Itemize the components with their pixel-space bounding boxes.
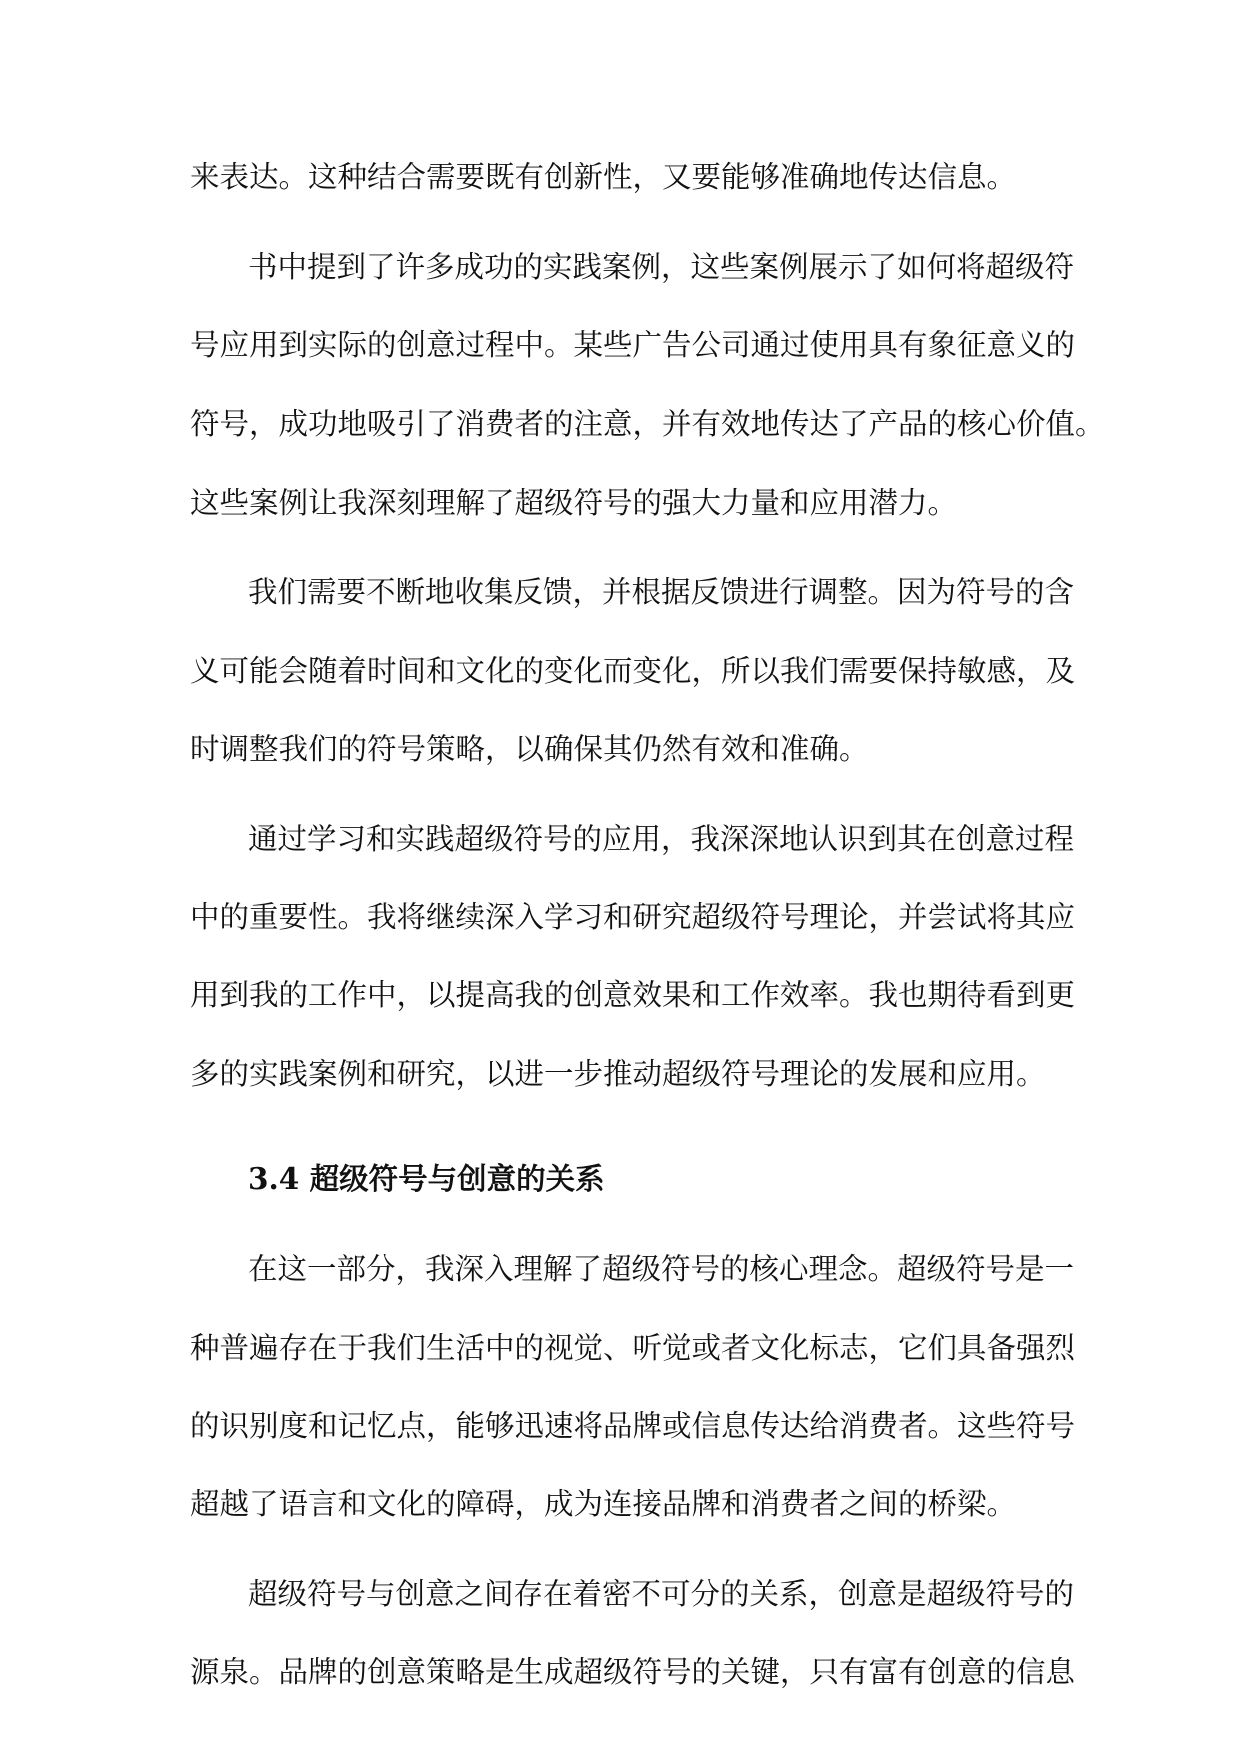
paragraph-line: 这些案例让我深刻理解了超级符号的强大力量和应用潜力。: [190, 486, 958, 520]
paragraph-line: 中的重要性。我将继续深入学习和研究超级符号理论，并尝试将其应: [190, 900, 1076, 934]
paragraph-line: 的识别度和记忆点，能够迅速将品牌或信息传达给消费者。这些符号: [190, 1409, 1076, 1443]
paragraph-line: 超级符号与创意之间存在着密不可分的关系，创意是超级符号的: [248, 1577, 1075, 1611]
paragraph-line: 书中提到了许多成功的实践案例，这些案例展示了如何将超级符: [248, 250, 1075, 284]
paragraph-line: 符号，成功地吸引了消费者的注意，并有效地传达了产品的核心价值。: [190, 407, 1105, 441]
paragraph-line: 多的实践案例和研究，以进一步推动超级符号理论的发展和应用。: [190, 1057, 1046, 1091]
paragraph-line: 号应用到实际的创意过程中。某些广告公司通过使用具有象征意义的: [190, 328, 1076, 362]
paragraph-line: 超越了语言和文化的障碍，成为连接品牌和消费者之间的桥梁。: [190, 1487, 1017, 1521]
paragraph-line: 用到我的工作中，以提高我的创意效果和工作效率。我也期待看到更: [190, 978, 1076, 1012]
document-page: [190, 0, 1105, 1754]
paragraph-line: 种普遍存在于我们生活中的视觉、听觉或者文化标志，它们具备强烈: [190, 1331, 1076, 1365]
paragraph-line: 我们需要不断地收集反馈，并根据反馈进行调整。因为符号的含: [248, 575, 1075, 609]
paragraph-line: 通过学习和实践超级符号的应用，我深深地认识到其在创意过程: [248, 822, 1075, 856]
paragraph-line: 时调整我们的符号策略，以确保其仍然有效和准确。: [190, 732, 869, 766]
paragraph-line: 在这一部分，我深入理解了超级符号的核心理念。超级符号是一: [248, 1252, 1075, 1286]
paragraph-line: 来表达。这种结合需要既有创新性，又要能够准确地传达信息。: [190, 160, 1017, 194]
paragraph-line: 义可能会随着时间和文化的变化而变化，所以我们需要保持敏感，及: [190, 654, 1076, 688]
section-heading: 3.4 超级符号与创意的关系: [248, 1161, 605, 1196]
paragraph-line: 源泉。品牌的创意策略是生成超级符号的关键，只有富有创意的信息: [190, 1655, 1076, 1689]
